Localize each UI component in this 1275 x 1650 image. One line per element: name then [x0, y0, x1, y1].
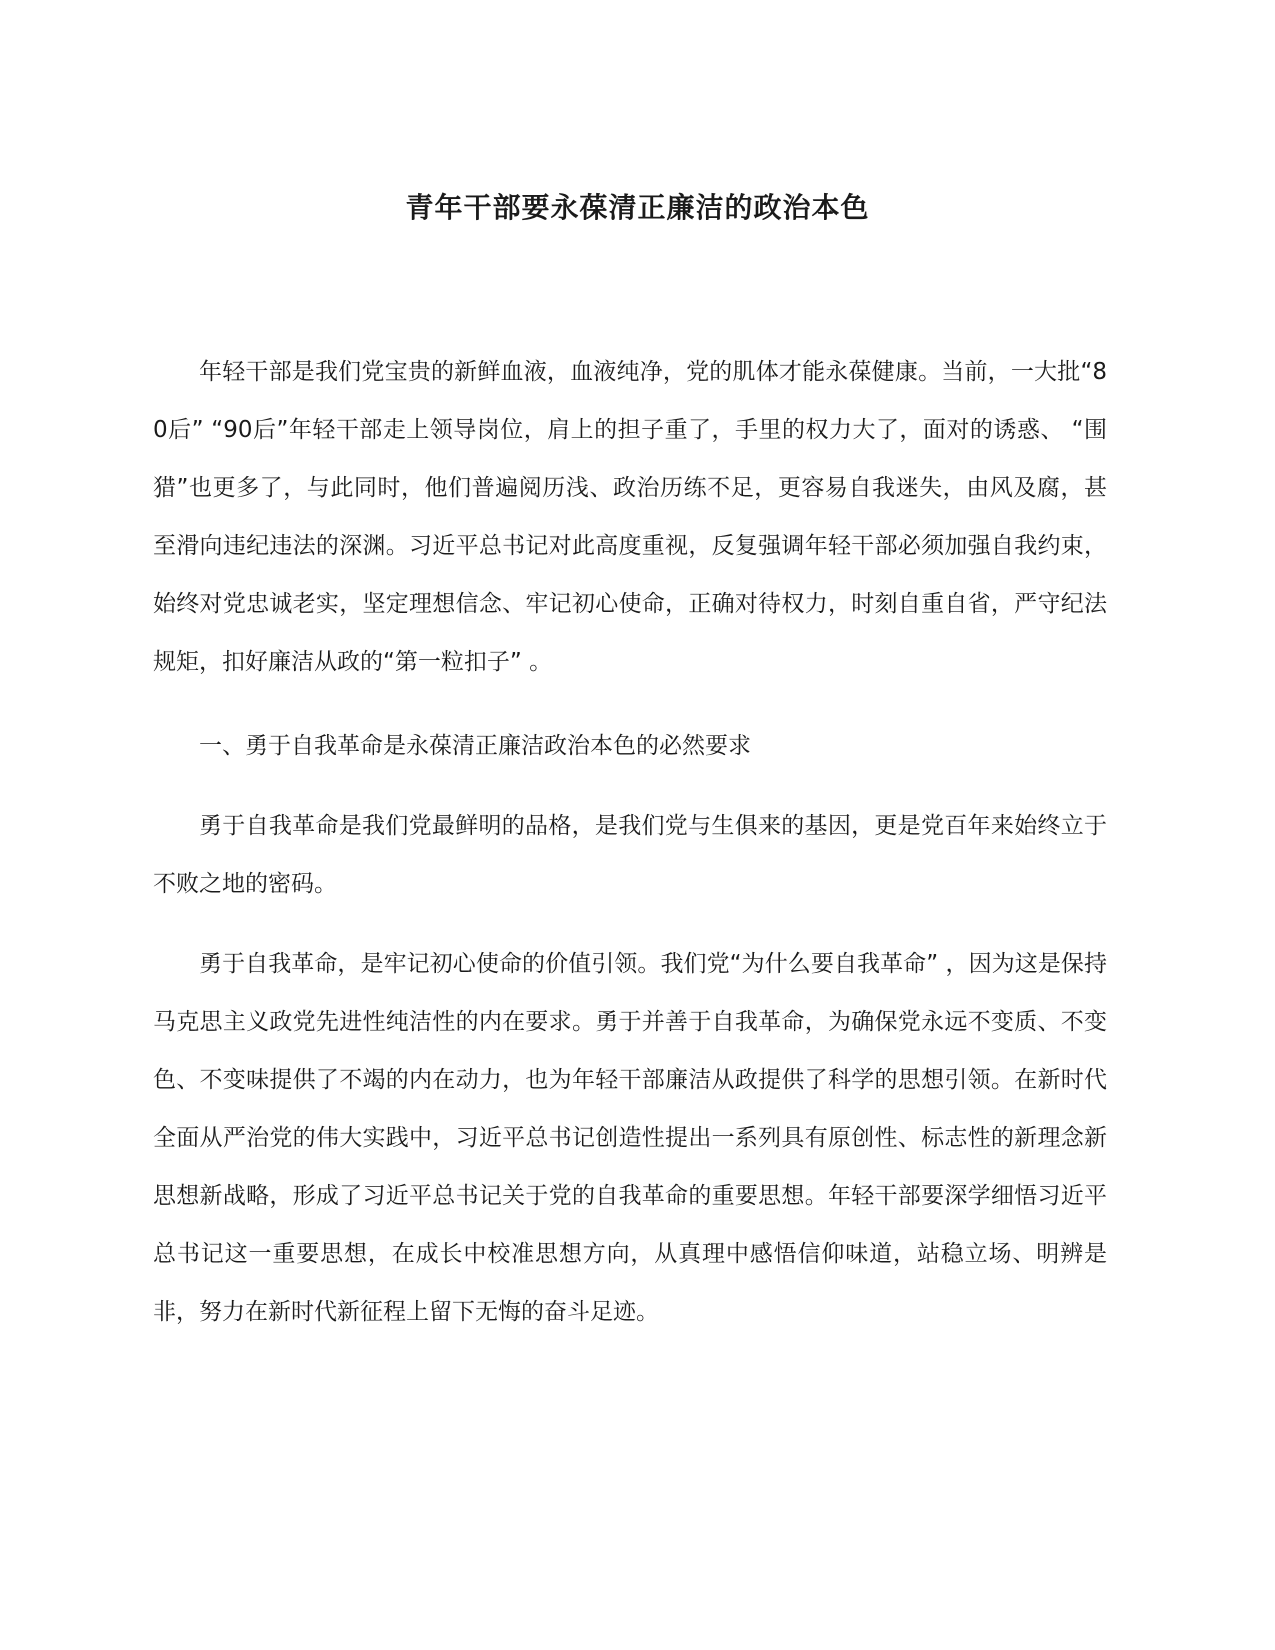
document-title: 青年干部要永葆清正廉洁的政治本色 — [405, 191, 870, 224]
paragraph: 勇于自我革命是我们党最鲜明的品格，是我们党与生俱来的基因，更是党百年来始终立于不败之地的密码。 — [153, 813, 1107, 897]
section-heading: 一、勇于自我革命是永葆清正廉洁政治本色的必然要求 — [199, 733, 751, 759]
paragraph: 年轻干部是我们党宝贵的新鲜血液，血液纯净，党的肌体才能永葆健康。当前，一大批“80后” “90后”年轻干部走上领导岗位，肩上的担子重了，手里的权力大了，面对的诱惑、 “围猎”也更多了，与此同时，他们普遍阅历浅、政治历练不足，更容易自我迷失，由风及腐，甚至滑向违纪违法的深渊。习近平总书记对此高度重视，反复强调年轻干部必须加强自我约束，始终对党忠诚老实，坚定理想信念、牢记初心使命，正确对待权力，时刻自重自省，严守纪法规矩，扣好廉洁从政的“第一粒扣子” 。 — [153, 359, 1107, 675]
paragraph: 勇于自我革命，是牢记初心使命的价值引领。我们党“为什么要自我革命” ，因为这是保持马克思主义政党先进性纯洁性的内在要求。勇于并善于自我革命，为确保党永远不变质、不变色、不变味提供了不竭的内在动力，也为年轻干部廉洁从政提供了科学的思想引领。在新时代全面从严治党的伟大实践中，习近平总书记创造性提出一系列具有原创性、标志性的新理念新思想新战略，形成了习近平总书记关于党的自我革命的重要思想。年轻干部要深学细悟习近平总书记这一重要思想，在成长中校准思想方向，从真理中感悟信仰味道，站稳立场、明辨是非，努力在新时代新征程上留下无悔的奋斗足迹。 — [153, 951, 1107, 1325]
